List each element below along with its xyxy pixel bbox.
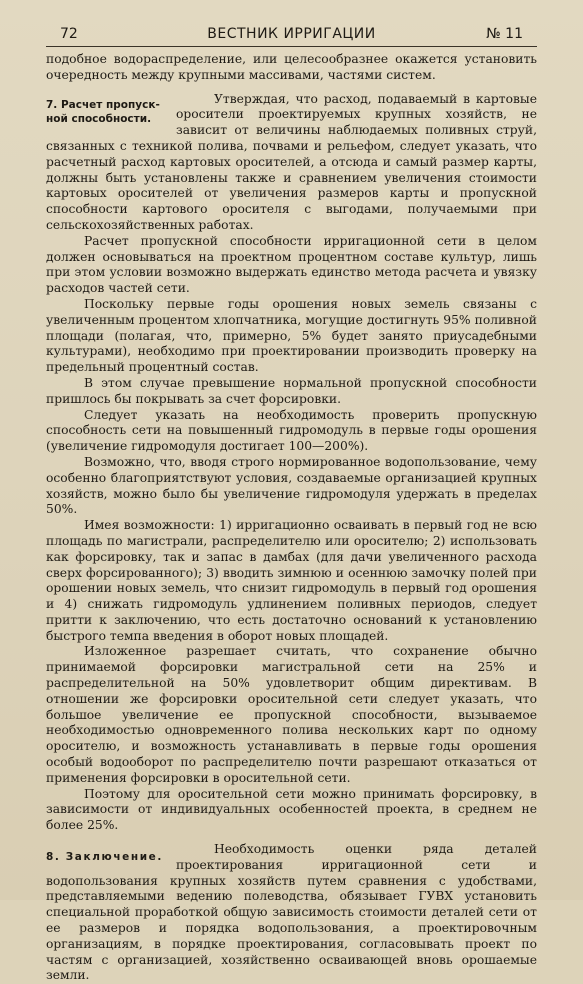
section-7-paragraph-9: Поэтому для оросительной сети можно принимать форсировку, в зависимости от индивидуальных особенностей проекта, в среднем не более 25%. (46, 786, 537, 833)
intro-paragraph: подобное водораспределение, или целесообразнее окажется установить очередность между крупными массивами, частями систем. (46, 52, 537, 82)
section-7-paragraph-4: В этом случае превышение нормальной пропускной способности пришлось бы покрывать за счет форсировки. (46, 375, 537, 406)
page-header (46, 24, 537, 47)
issue-number: № 11 (486, 26, 523, 42)
article-body (46, 52, 537, 984)
section-7-paragraph-1: Утверждая, что расход, подаваемый в картовые оросители проектируемых крупных хозяйств, не зависит от величины наблюдаемых поливных струй, связанных с техникой полива, почвами и рельефом, следует указать, что расчетный расход картовых оросителей, а отсюда и самый размер карты, должны быть установлены также и сравнением увеличения стоимости картовых оросителей от увеличения размеров карты и пропускной способности картового оросителя с выгодами, получаемыми при сельскохозяйственных работах. (46, 91, 537, 232)
section-8-paragraph-1: Необходимость оценки ряда деталей проектирования ирригационной сети и водопользования крупных хозяйств путем сравнения с удобствами, представляемыми ведению полеводства, обязывает ГУВХ установить специальной проработкой общую зависимость стоимости деталей сети от ее размеров и порядка водопользования, а проектировочным организациям, в порядке проектирования, согласовывать проект по частям с организацией, хозяйственно осваивающей вновь орошаемые земли. (46, 842, 537, 983)
section-7-paragraph-3: Поскольку первые годы орошения новых земель связаны с увеличенным процентом хлопчатника, могущие достигнуть 95% поливной площади (полагая, что, примерно, 5% будет занято приусадебными культурами), необходимо при проектировании производить проверку на предельный процентный состав. (46, 296, 537, 375)
section-7-paragraph-2: Расчет пропускной способности ирригационной сети в целом должен основываться на проектном процентном составе культур, лишь при этом условии возможно выдержать единство метода расчета и увязку расходов частей сети. (46, 233, 537, 296)
page-number: 72 (60, 26, 78, 42)
section-8-heading: 8. Заключение. (46, 851, 163, 864)
section-7-heading: 7. Расчет пропуск- ной способности. (46, 98, 160, 125)
section-7-paragraph-6: Возможно, что, вводя строго нормированное водопользование, чему особенно благоприятствуют условия, создаваемые организацией крупных хозяйств, можно было бы увеличение гидромодуля удержать в пределах 50%. (46, 454, 537, 517)
journal-title: ВЕСТНИК ИРРИГАЦИИ (207, 26, 376, 42)
section-7-paragraph-5: Следует указать на необходимость проверить пропускную способность сети на повышенный гидромодуль в первые годы орошения (увеличение гидромодуля достигает 100—200%). (46, 407, 537, 454)
section-7-paragraph-7: Имея возможности: 1) ирригационно осваивать в первый год не всю площадь по магистрали, распределителю или оросителю; 2) использовать как форсировку, так и запас в дамбах (для дачи увеличенного расхода сверх форсированного); 3) вводить зимнюю и осеннюю замочку полей при орошении новых земель, что снизит гидромодуль в первый год орошения и 4) снижать гидромодуль удлинением поливных периодов, следует притти к заключению, что есть достаточно оснований к установлению быстрого темпа введения в оборот новых площадей. (46, 518, 537, 643)
section-8 (46, 842, 537, 984)
section-7-paragraph-8: Изложенное разрешает считать, что сохранение обычно принимаемой форсировки магистральной сети на 25% и распределительной на 50% удовлетворит общим директивам. В отношении же форсировки оросительной сети следует указать, что большое увеличение ее пропускной способности, вызываемое необходимостью одновременного полива нескольких карт по одному оросителю, и возможность устанавливать в первые годы орошения особый водооборот по распределителю почти разрешают отказаться от применения форсировки в оросительной сети. (46, 644, 537, 785)
section-7 (46, 92, 537, 834)
